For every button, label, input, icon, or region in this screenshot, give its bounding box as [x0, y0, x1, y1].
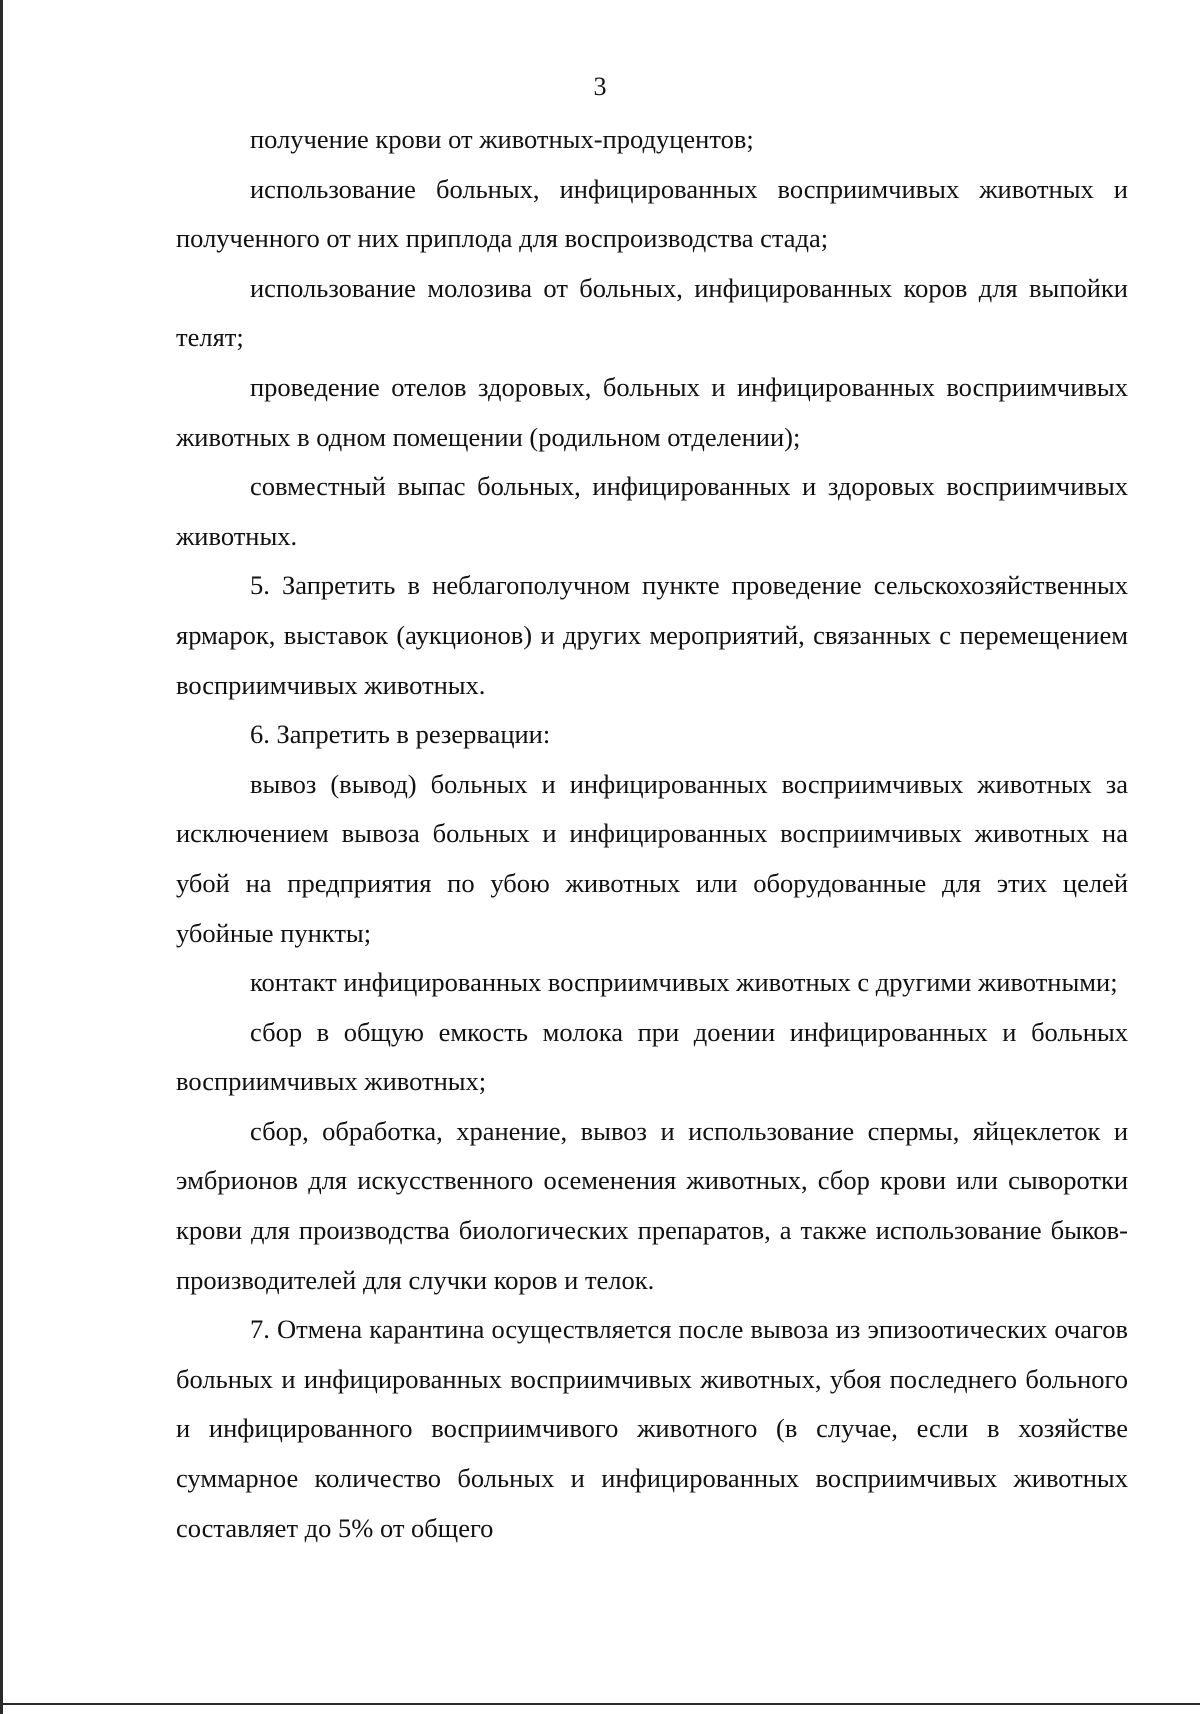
paragraph: получение крови от животных-продуцентов; — [250, 124, 754, 154]
paragraph: 6. Запретить в резервации: — [250, 719, 551, 750]
paragraph: использование молозива от больных, инфицированных коров для выпойки телят; — [176, 272, 1128, 353]
paragraph: сбор, обработка, хранение, вывоз и использование спермы, яйцеклеток и эмбрионов для искусственного осеменения животных, сбор крови или сыворотки крови для производства биологических препаратов, а также использование быков-производителей для случки коров и телок. — [176, 1115, 1128, 1295]
document-body — [176, 115, 1128, 1553]
paragraph: 7. Отмена карантина осуществляется после вывоза из эпизоотических очагов больных и инфицированных восприимчивых животных, убоя последнего больного и инфицированного восприимчивого животного (в случае, если в хозяйстве суммарное количество больных и инфицированных восприимчивых животных составляет до 5% от общего — [176, 1314, 1128, 1543]
paragraph: вывоз (вывод) больных и инфицированных восприимчивых животных за исключением вывоза больных и инфицированных восприимчивых животных на убой на предприятия по убою животных или оборудованные для этих целей убойные пункты; — [176, 768, 1128, 948]
paragraph: контакт инфицированных восприимчивых животных с другими животными; — [250, 967, 1118, 998]
paragraph: проведение отелов здоровых, больных и инфицированных восприимчивых животных в одном помещении (родильном отделении); — [176, 371, 1128, 452]
paragraph: совместный выпас больных, инфицированных и здоровых восприимчивых животных. — [176, 471, 1128, 551]
page-left-edge — [0, 0, 3, 1714]
paragraph: 5. Запретить в неблагополучном пункте проведение сельскохозяйственных ярмарок, выставок (аукционов) и других мероприятий, связанных с перемещением восприимчивых животных. — [176, 570, 1128, 700]
paragraph: использование больных, инфицированных восприимчивых животных и полученного от них приплода для воспроизводства стада; — [176, 173, 1128, 254]
page-number: 3 — [593, 72, 607, 101]
paragraph: сбор в общую емкость молока при доении инфицированных и больных восприимчивых животных; — [176, 1016, 1128, 1097]
page-bottom-edge — [0, 1703, 1200, 1705]
